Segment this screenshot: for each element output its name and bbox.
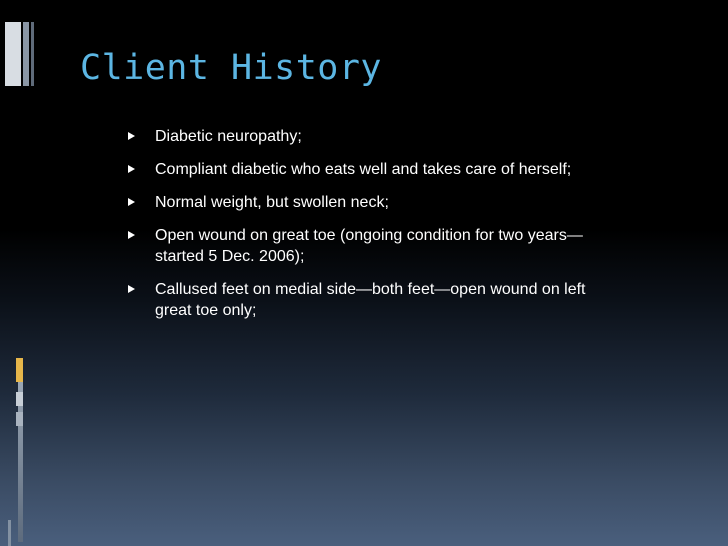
right-triangle-icon xyxy=(128,132,135,140)
left-bar-column xyxy=(18,382,23,542)
bullet-text: Diabetic neuropathy; xyxy=(155,128,302,145)
bullet-text: Callused feet on medial side—both feet—open wound on left great toe only; xyxy=(155,281,586,319)
decorative-left-bars xyxy=(0,0,40,546)
bullet-item xyxy=(128,192,598,213)
left-bar-small xyxy=(23,22,29,86)
right-triangle-icon xyxy=(128,231,135,239)
bullet-item xyxy=(128,279,598,321)
left-bar-thin-line xyxy=(8,520,11,546)
bullet-list xyxy=(128,126,598,333)
bullet-text: Normal weight, but swollen neck; xyxy=(155,194,389,211)
bullet-item xyxy=(128,225,598,267)
left-bar-large xyxy=(5,22,21,86)
right-triangle-icon xyxy=(128,285,135,293)
left-bar-lower xyxy=(16,412,23,426)
bullet-item xyxy=(128,126,598,147)
slide-title: Client History xyxy=(80,48,383,88)
bullet-text: Compliant diabetic who eats well and takes care of herself; xyxy=(155,161,572,178)
bullet-item xyxy=(128,159,598,180)
left-bar-thin xyxy=(31,22,34,86)
bullet-text: Open wound on great toe (ongoing condition for two years—started 5 Dec. 2006); xyxy=(155,227,583,265)
left-bar-mid xyxy=(16,392,23,406)
left-bar-highlight xyxy=(16,358,23,382)
right-triangle-icon xyxy=(128,198,135,206)
right-triangle-icon xyxy=(128,165,135,173)
